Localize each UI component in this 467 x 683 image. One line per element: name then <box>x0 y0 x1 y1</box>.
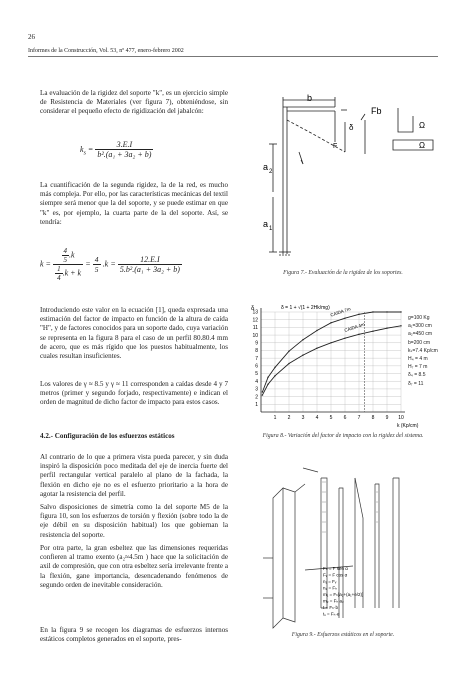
fig8-param: H₄ = 4 m <box>408 356 428 363</box>
fig8-param: a₁=300 cm <box>408 323 432 330</box>
y-tick-label: 12 <box>252 317 258 324</box>
page-number: 26 <box>28 33 35 41</box>
y-tick-label: 9 <box>255 340 258 347</box>
data-point <box>330 322 331 323</box>
data-point <box>344 337 345 338</box>
fig7-label-delta: δ <box>349 123 354 132</box>
fig8-param: b=200 cm <box>408 339 431 346</box>
data-point <box>288 351 289 352</box>
equation-1: $k_s$ = $\frac{3.E.I}{\text{b².(a₁ + 3a₂ + b)}}$ <box>80 140 152 159</box>
y-tick-label: 2 <box>255 394 258 401</box>
data-point <box>358 334 359 335</box>
fig7-label-F: F <box>333 143 338 150</box>
fig7-label-omega2: Ω <box>419 141 425 150</box>
fig9-legend-item: Fᵥ = F cos α <box>323 572 348 578</box>
chart-formula: δ = 1 + √(1 + 2Hk/mg) <box>281 305 330 311</box>
svg-text:1: 1 <box>269 226 273 232</box>
fig8-param: a₂=450 cm <box>408 331 433 338</box>
y-axis-label: δ <box>251 306 255 312</box>
data-point <box>372 331 373 332</box>
journal-header: Informes de la Construcción, Vol. 53, nº 477, enero-febrero 2002 <box>28 48 184 54</box>
data-point <box>274 375 275 376</box>
data-point <box>386 327 387 328</box>
x-tick-label: 6 <box>343 415 347 421</box>
fig9-legend-item: t = Fₕ·b <box>323 605 338 610</box>
y-tick-label: 11 <box>252 325 258 332</box>
paragraph-6: Salvo disposiciones de simetría como la del soporte M5 de la figura 10, son los esfuerzos de torsión y flexión (sobre todo la de eje débil en su disposición habitual) los que gobiernan la resistencia del soporte. <box>40 503 228 539</box>
x-tick-label: 1 <box>273 415 277 421</box>
fig9-legend-item: m₁ = Fₕ[a₂+(a₁+e/2)] <box>323 592 364 597</box>
paragraph-5: Al contrario de lo que a primera vista pueda parecer, y sin duda inspiró la disposición poco meditada del eje de inercia fuerte del perfil rectangular vertical paralelo al plano de la fachada, la flexión en dicho eje no es el esfuerzo prioritario a la hora de agotar la resistencia del perfil. <box>40 453 228 498</box>
fig8-param: δ₄ = 8.5 <box>408 372 426 379</box>
y-tick-label: 3 <box>255 386 258 393</box>
paragraph-3: Introduciendo este valor en la ecuación [1], queda expresada una estimación del factor de impacto en función de la altura de caída "H", y de factores conocidos para un soporte dado, cuya variación se representa en la figura 8 para el caso de un perfil 80.80.4 mm de acero, que es más rígido que los puestos habitualmente, los cuales resultan insuficientes. <box>40 306 228 361</box>
x-tick-label: 10 <box>398 415 404 421</box>
data-point <box>400 325 401 326</box>
x-tick-label: 9 <box>385 415 389 421</box>
y-tick-label: 7 <box>255 355 258 362</box>
data-point <box>316 347 317 348</box>
fig9-legend-item: Fₕ = F sen α <box>323 566 348 571</box>
data-point <box>316 330 317 331</box>
eq1-denominator: b².(a₁ + 3a₂ + b) <box>97 150 152 159</box>
x-axis-label: k (Kp/cm) <box>397 423 419 429</box>
figure-8-caption: Figura 8.- Variación del factor de impacto con la rigidez del sistema. <box>262 433 424 439</box>
data-point <box>262 391 263 392</box>
y-tick-label: 13 <box>252 309 258 316</box>
figure-7-diagram <box>243 92 443 270</box>
data-point <box>400 311 401 312</box>
fig7-label-omega1: Ω <box>419 121 425 130</box>
fig7-label-a2: a <box>263 162 269 172</box>
fig9-legend-item: t₁ = Fₕ·e <box>323 611 340 617</box>
data-point <box>302 354 303 355</box>
paragraph-2: La cuantificación de la segunda rigidez, la de la red, es mucho más compleja. Por ello, por las características mecánicas del textil siempre será menor que la del soporte, y se puede estimar en que "k" es, por ejemplo, la cuarta parte de la del soporte. Así, se tendría: <box>40 181 228 226</box>
section-heading: 4.2.- Configuración de los esfuerzos estáticos <box>40 432 175 440</box>
eq1-numerator: 3.E.I <box>95 140 153 150</box>
paragraph-1: La evaluación de la rigidez del soporte "k", es un ejercicio simple de Resistencia de Materiales (ver figura 7), obteniéndose, sin considerar el pequeño efecto de rigidización del jabalcón: <box>40 89 228 116</box>
data-point <box>274 367 275 368</box>
fig9-legend-item: m₂ = Fₕ a₂ <box>323 598 344 604</box>
series-line-caida-7m <box>262 312 401 392</box>
fig8-param: H₇ = 7 m <box>408 364 428 371</box>
data-point <box>267 377 268 378</box>
fig9-legend-item: n₂ = Fₕ <box>323 585 337 591</box>
data-point <box>267 384 268 385</box>
svg-text:2: 2 <box>269 169 273 175</box>
x-tick-label: 8 <box>371 415 375 421</box>
figure-9-diagram <box>243 458 443 630</box>
y-tick-label: 10 <box>252 332 258 339</box>
fig8-params <box>408 314 438 388</box>
data-point <box>302 339 303 340</box>
fig7-label-b: b <box>307 93 313 103</box>
paragraph-7: Por otra parte, la gran esbeltez que las dimensiones requeridas confieren al tramo exento (a₂≈4.5m ) hace que la solicitación de axil de compresión, que con otra esbeltez sería irrelevante frente a la flexión, gane importancia, desencadenando fenómenos de segundo orden de inevitable consideración. <box>40 544 228 589</box>
data-point <box>262 394 263 395</box>
data-point <box>344 317 345 318</box>
series-label: CAIDA 7m <box>329 306 352 318</box>
x-tick-label: 5 <box>329 415 333 421</box>
fig7-label-Fb: Fb <box>371 106 382 116</box>
fig7-label-a1: a <box>263 219 269 229</box>
y-tick-label: 1 <box>255 402 258 409</box>
x-tick-label: 2 <box>287 415 291 421</box>
x-tick-label: 4 <box>315 415 319 421</box>
y-tick-label: 6 <box>255 363 258 370</box>
y-tick-label: 4 <box>255 378 258 385</box>
data-point <box>330 342 331 343</box>
paragraph-8: En la figura 9 se recogen los diagramas de esfuerzos internos estáticos completos generados en el soporte, pres- <box>40 626 228 644</box>
series-label: CAIDA 4m <box>343 321 366 333</box>
fig9-legend-item: n₁ = Fᵥ <box>323 579 337 584</box>
x-tick-label: 7 <box>357 415 361 421</box>
data-point <box>386 311 387 312</box>
series-line-caida-4m <box>262 326 401 395</box>
y-tick-label: 5 <box>255 371 258 378</box>
fig8-param: g=100 Kg <box>408 315 430 321</box>
data-point <box>288 363 289 364</box>
fig8-param: kₛ=7.4 Kp/cm <box>408 347 438 354</box>
figure-9-caption: Figura 9.- Esfuerzos estáticos en el soporte. <box>291 632 395 638</box>
data-point <box>358 314 359 315</box>
equation-2: k = $\frac{4}{5}$ .k $\frac{1}{4}$ .k + k = $\frac{4}{5}$ .k = $\frac{12.E.I}{\text{5.b².(a₁ + 3a₂ + b)}}$ <box>40 247 180 282</box>
data-point <box>372 311 373 312</box>
header-rule <box>28 56 438 57</box>
fig8-param: δ₇ = 11 <box>408 380 424 387</box>
paragraph-4: Los valores de γ ≈ 8.5 y γ ≈ 11 corresponden a caídas desde 4 y 7 metros (primer y segundo forjado, respectivamente) e indican el orden de magnitud de dicho factor de impacto para estos casos. <box>40 380 228 407</box>
y-tick-label: 8 <box>255 348 258 355</box>
figure-7-caption: Figura 7.- Evaluación de la rigidez de los soportes. <box>283 270 403 276</box>
x-tick-label: 3 <box>301 415 305 421</box>
